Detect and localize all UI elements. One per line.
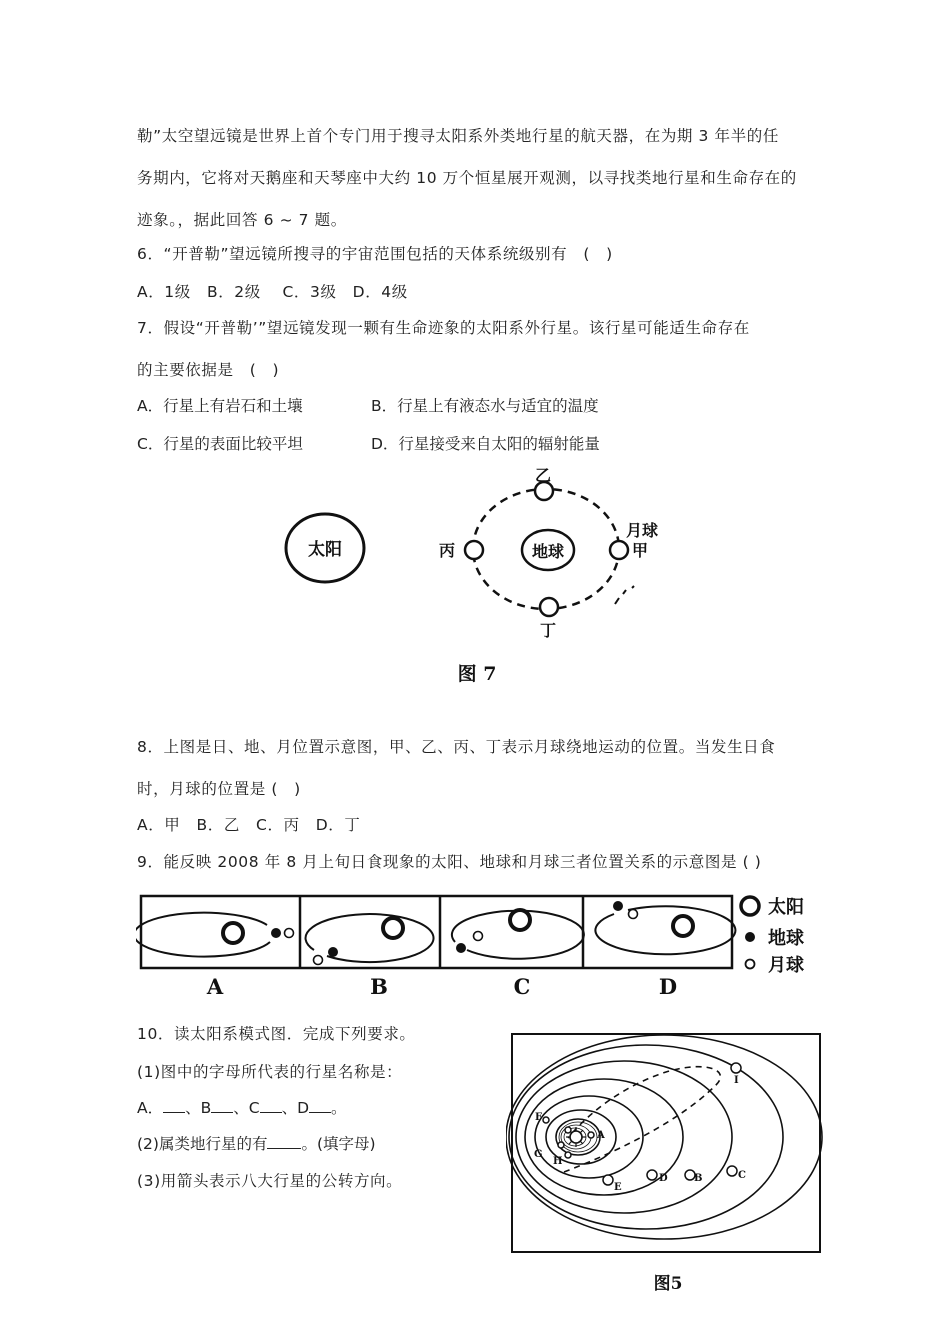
- panel-a-orbit: [136, 913, 270, 957]
- legend-earth-label: 地球: [768, 928, 804, 949]
- panel-label-d: D: [658, 974, 678, 999]
- intro-line-3: 迹象。，据此回答 6 ~ 7 题。: [137, 211, 347, 229]
- q10-part-1: (1)图中的字母所代表的行星名称是：: [137, 1063, 403, 1081]
- panel-b-earth: [328, 947, 338, 957]
- q7-option-a: A．行星上有岩石和土壤: [137, 397, 303, 415]
- panel-b-orbit: [306, 914, 434, 962]
- label-yi: 乙: [534, 466, 552, 485]
- q10-part-2: [137, 1134, 376, 1154]
- blank-end: 。: [331, 1099, 347, 1117]
- earth-label: 地球: [531, 542, 565, 561]
- q8-stem-1: 8．上图是日、地、月位置示意图，甲、乙、丙、丁表示月球绕地运动的位置。当发生日食: [137, 738, 776, 756]
- figure-5-solar-system: [506, 1030, 826, 1300]
- part-2-suffix: 。(填字母): [301, 1135, 376, 1153]
- panel-b-moon: [314, 956, 323, 965]
- planet-label-i: I: [734, 1075, 739, 1086]
- planet-label-a: A: [597, 1130, 605, 1141]
- panel-d-earth: [613, 901, 623, 911]
- panel-c-moon: [474, 932, 483, 941]
- label-jia: 甲: [631, 541, 649, 560]
- q7-option-c: C．行星的表面比较平坦: [137, 435, 303, 453]
- label-ding: 丁: [539, 621, 557, 640]
- moon-position-bing: [465, 541, 483, 559]
- panel-c-earth: [456, 943, 466, 953]
- panel-d-sun: [673, 916, 693, 936]
- q10-part-1-blanks: [137, 1098, 347, 1118]
- blank-a[interactable]: [163, 1098, 185, 1113]
- moon-position-jia: [610, 541, 628, 559]
- legend-sun-label: 太阳: [768, 897, 804, 918]
- orbit-arrow-marks: [615, 586, 634, 604]
- legend-earth-symbol: [745, 932, 755, 942]
- planet-label-h: H: [553, 1156, 563, 1167]
- figure-7: [270, 462, 690, 692]
- panel-label-b: B: [370, 974, 388, 999]
- moon-position-ding: [540, 598, 558, 616]
- panel-d-orbit: [595, 906, 735, 954]
- part-2-prefix: (2)属类地行星的有: [137, 1135, 268, 1153]
- panel-b-sun: [383, 918, 403, 938]
- q7-stem-2: 的主要依据是 ( ): [137, 361, 280, 379]
- legend-moon-label: 月球: [768, 955, 804, 976]
- blank-b-label: 、B: [185, 1099, 212, 1117]
- label-bing: 丙: [438, 541, 456, 560]
- planet-label-b: B: [694, 1173, 703, 1184]
- q10-stem: 10．读太阳系模式图．完成下列要求。: [137, 1025, 416, 1043]
- blank-c[interactable]: [260, 1098, 282, 1113]
- blank-a-label: A．: [137, 1099, 164, 1117]
- sun-label: 太阳: [308, 540, 342, 560]
- panel-a-sun: [223, 923, 243, 943]
- legend-moon-symbol: [746, 960, 755, 969]
- panel-a-earth: [271, 928, 281, 938]
- intro-line-1: 勒”太空望远镜是世界上首个专门用于搜寻太阳系外类地行星的航天器，在为期 3 年半的任: [137, 127, 779, 145]
- planet-label-f: F: [535, 1112, 543, 1123]
- intro-line-2: 务期内，它将对天鹅座和天琴座中大约 10 万个恒星展开观测，以寻找类地行星和生命存在的: [137, 169, 797, 187]
- label-moon: 月球: [625, 521, 659, 540]
- q10-part-3: (3)用箭头表示八大行星的公转方向。: [137, 1172, 403, 1190]
- q7-option-d: D．行星接受来自太阳的辐射能量: [371, 435, 600, 453]
- planet-label-c: C: [738, 1170, 746, 1181]
- panel-c-sun: [510, 910, 530, 930]
- q6-stem: 6．“开普勒”望远镜所搜寻的宇宙范围包括的天体系统级别有 ( ): [137, 245, 613, 263]
- blank-terrestrial[interactable]: [267, 1134, 301, 1149]
- planet-label-e: E: [614, 1182, 622, 1193]
- figure-7-caption: 图 7: [457, 663, 497, 685]
- q6-options: A．1级 B．2级 C．3级 D．4级: [137, 283, 408, 301]
- q7-option-b: B．行星上有液态水与适宜的温度: [371, 397, 599, 415]
- panel-a-moon: [285, 929, 294, 938]
- blank-d[interactable]: [309, 1098, 331, 1113]
- panel-c-orbit: [452, 911, 584, 959]
- figure-9: [136, 890, 826, 1010]
- panel-d-moon: [629, 910, 638, 919]
- q9-stem: 9．能反映 2008 年 8 月上旬日食现象的太阳、地球和月球三者位置关系的示意图是 ( ): [137, 853, 762, 871]
- q7-stem-1: 7．假设“开普勒’”望远镜发现一颗有生命迹象的太阳系外行星。该行星可能适生命存在: [137, 319, 750, 337]
- blank-d-label: 、D: [281, 1099, 310, 1117]
- figure-5-caption: 图5: [653, 1274, 683, 1294]
- panel-label-a: A: [206, 974, 224, 999]
- panel-label-c: C: [513, 974, 531, 999]
- legend-sun-symbol: [741, 897, 759, 915]
- blank-b[interactable]: [211, 1098, 233, 1113]
- planet-label-g: G: [534, 1149, 543, 1160]
- planet-label-d: D: [659, 1173, 668, 1184]
- q8-options: A．甲 B．乙 C．丙 D．丁: [137, 816, 361, 834]
- blank-c-label: 、C: [233, 1099, 260, 1117]
- q8-stem-2: 时，月球的位置是 ( ): [137, 780, 301, 798]
